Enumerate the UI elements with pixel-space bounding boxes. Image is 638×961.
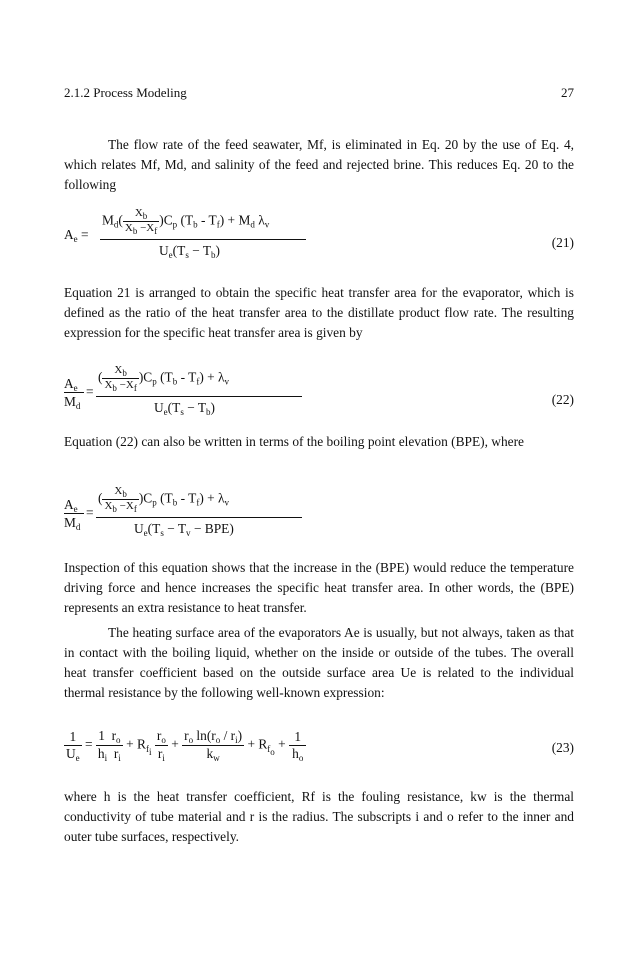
- equation-23: $\frac{1}{U_e}$ = $\frac{1 r_o}{h_i r_i}$ + $R_{f_i}$ $\frac{r_o}{r_i}$ + $\frac{r_o \ln(r_o / r_i)}{k_w}$ + $R_{f_o}$ + $\frac{1}{h_o}$ (23): [66, 728, 574, 763]
- page-number: 27: [561, 85, 574, 100]
- equation-22: $A_e$ $M_d$ = ( $\frac{X_b}{X_b -X_f}$ )$C_p$ $(T_b - T_f) + \lambda_v$ $U_e(T_s - T_b)$ (22): [64, 364, 574, 417]
- paragraph-4: Inspection of this equation shows that the increase in the (BPE) would reduce the temperature driving force and hence increases the specific heat transfer area. In other words, the (BPE) represents an extra resistance to heat transfer.: [64, 560, 574, 615]
- equation-21: $A_e$ = $M_d$( $\frac{X_b}{X_b -X_f}$ )$C_p$ $(T_b - T_f) + M_d$ $\lambda_v$ $U_e(T_s - T_b)$ (21): [64, 207, 574, 260]
- equation-22-number: (22): [551, 392, 574, 407]
- paragraph-2: Equation 21 is arranged to obtain the specific heat transfer area for the evaporator, which is defined as the ratio of the heat transfer area to the distillate product flow rate. The resulting expression for the specific heat transfer area is given by: [64, 285, 574, 340]
- equation-bpe: $A_e$ $M_d$ = ( $\frac{X_b}{X_b -X_f}$ )$C_p$ $(T_b - T_f) + \lambda_v$ $U_e(T_s - T_v - BPE)$: [64, 483, 574, 543]
- paragraph-1: The flow rate of the feed seawater, Mf, is eliminated in Eq. 20 by the use of Eq. 4, which relates Mf, Md, and salinity of the feed and rejected brine. This reduces Eq. 20 to the following: [64, 137, 574, 192]
- paragraph-3: Equation (22) can also be written in terms of the boiling point elevation (BPE), where: [64, 434, 525, 449]
- running-header: 2.1.2 Process Modeling: [64, 85, 187, 100]
- paragraph-6: where h is the heat transfer coefficient, Rf is the fouling resistance, kw is the thermal conductivity of tube material and r is the radius. The subscripts i and o refer to the inner and outer tube surfaces, respectively.: [64, 789, 574, 844]
- paragraph-5: The heating surface area of the evaporators Ae is usually, but not always, taken as that in contact with the boiling liquid, whether on the inside or outside of the tubes. The overall heat transfer coefficient based on the outside surface area Ue is related to the individual thermal resistance by the following well-known expression:: [64, 625, 574, 700]
- equation-23-number: (23): [551, 740, 574, 755]
- equation-21-number: (21): [551, 235, 574, 250]
